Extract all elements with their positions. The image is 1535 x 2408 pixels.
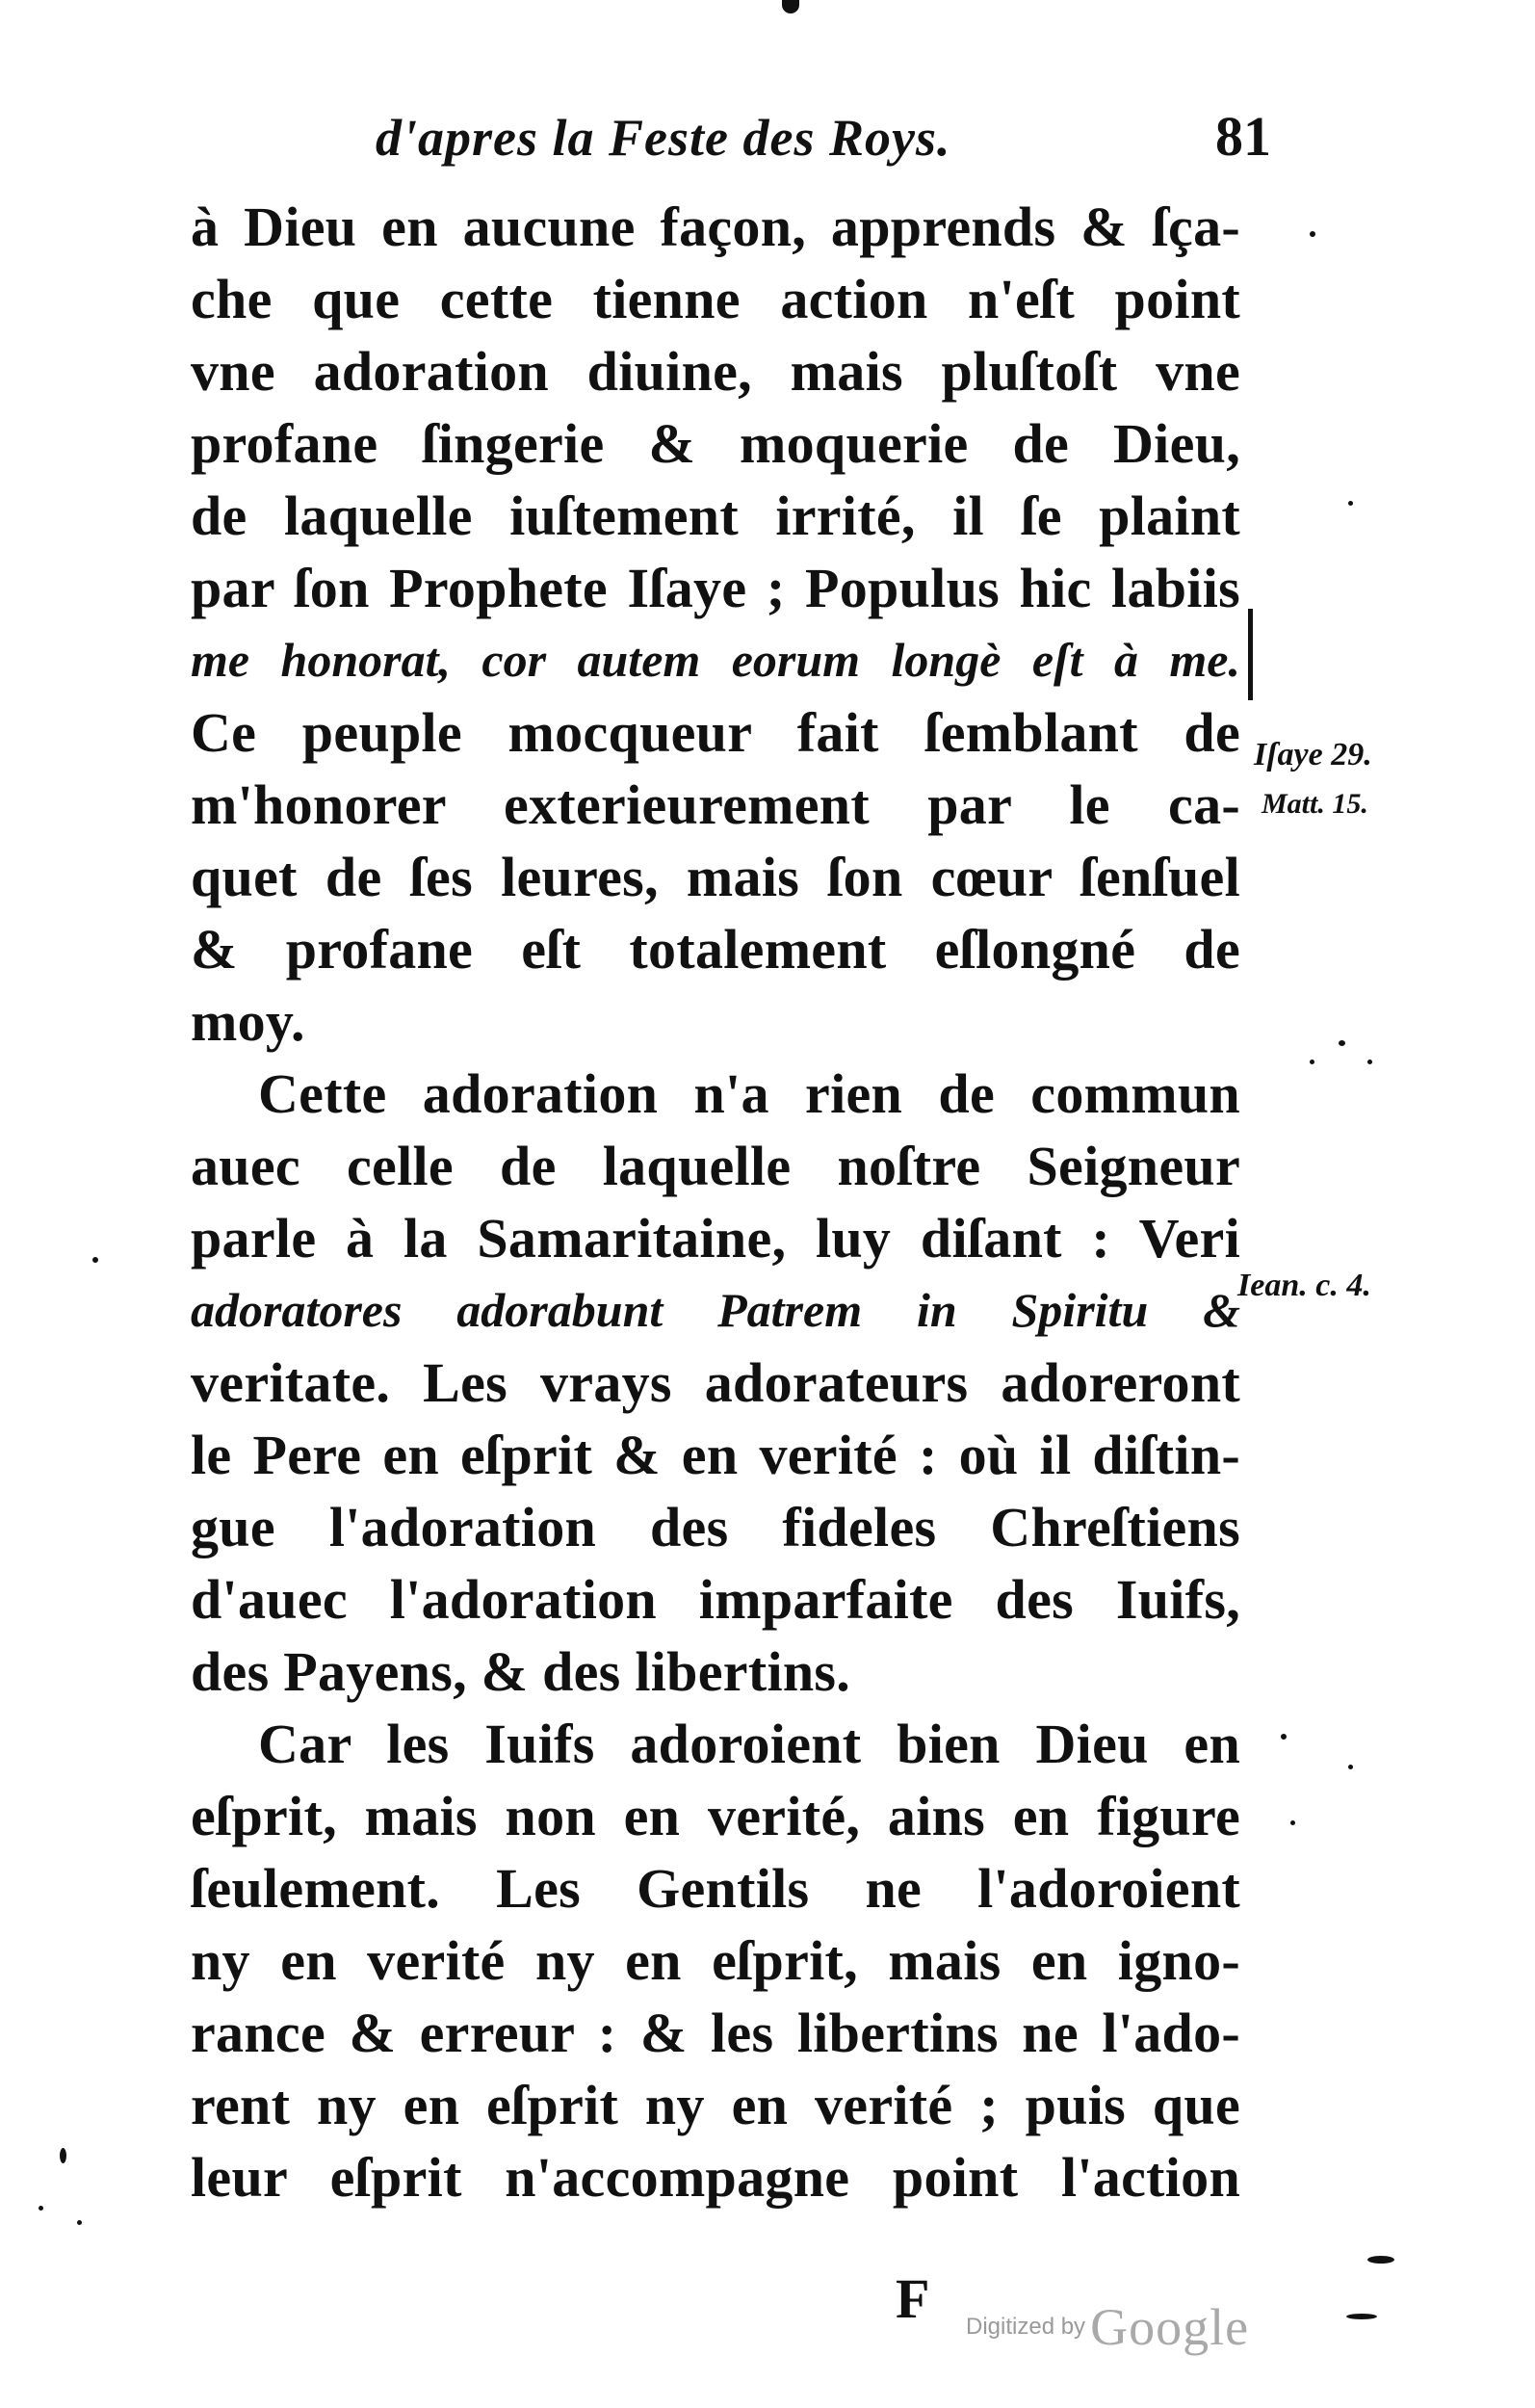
latin-quote-line: adoratores adorabunt Patrem in Spiritu & (191, 1283, 1240, 1337)
text-line: parle à la Samaritaine, luy diſant : Veri (191, 1207, 1240, 1269)
text-line: gue l'adoration des fideles Chreſtiens (191, 1496, 1240, 1558)
text-line: Cette adoration n'a rien de commun (258, 1062, 1240, 1125)
text-line: profane ſingerie & moquerie de Dieu, (191, 412, 1240, 475)
text-line: m'honorer exterieurement par le ca- (191, 773, 1240, 836)
margin-note-matt: Matt. 15. (1262, 788, 1368, 820)
text-line: veritate. Les vrays adorateurs adoreront (191, 1351, 1240, 1414)
text-line: & profane eſt totalement eſlongné de (191, 918, 1240, 981)
text-line: Car les Iuifs adoroient bien Dieu en (258, 1713, 1240, 1775)
text-line: par ſon Prophete Iſaye ; Populus hic labiis (191, 557, 1240, 619)
text-line: rent ny en eſprit ny en verité ; puis que (191, 2074, 1240, 2136)
ink-speck (1367, 2256, 1394, 2264)
text-line: che que cette tienne action n'eſt point (191, 268, 1240, 330)
ink-speck (60, 2148, 66, 2163)
ink-speck (77, 2220, 82, 2225)
text-line: ny en verité ny en eſprit, mais en igno- (191, 1929, 1240, 1992)
quote-bracket (1248, 609, 1253, 700)
page-number: 81 (1215, 105, 1271, 168)
margin-note-jean: Iean. c. 4. (1237, 1268, 1371, 1303)
digitized-by-label: Digitized by (966, 2314, 1086, 2340)
ink-speck (39, 2206, 43, 2211)
text-line: quet de ſes leures, mais ſon cœur ſenſuel (191, 846, 1240, 908)
ink-speck (1348, 501, 1353, 506)
ink-speck (1346, 2314, 1377, 2319)
ink-speck (1290, 1820, 1295, 1825)
text-line: de laquelle iuſtement irrité, il ſe plaint (191, 484, 1240, 547)
text-line: d'auec l'adoration imparfaite des Iuifs, (191, 1568, 1240, 1631)
signature-mark: F (896, 2267, 930, 2330)
latin-quote-line: me honorat, cor autem eorum longè eſt à me. (191, 633, 1240, 687)
text-line: vne adoration diuine, mais pluſtoſt vne (191, 340, 1240, 403)
running-head (376, 105, 1271, 175)
text-line: leur eſprit n'accompagne point l'action (191, 2146, 1240, 2209)
ink-speck (1367, 1060, 1372, 1064)
text-line: eſprit, mais non en verité, ains en figure (191, 1785, 1240, 1847)
margin-note-isaye: Iſaye 29. (1254, 737, 1372, 772)
text-line: des Payens, & des libertins. (191, 1640, 851, 1703)
digitized-watermark (966, 2297, 1249, 2355)
ink-speck (1348, 1765, 1353, 1769)
text-line: Ce peuple mocqueur fait ſemblant de (191, 701, 1240, 764)
text-line: rance & erreur : & les libertins ne l'ado- (191, 2002, 1240, 2064)
google-logo: Google (1090, 2298, 1250, 2356)
text-line: à Dieu en aucune façon, apprends & ſça- (191, 196, 1240, 258)
text-line: moy. (191, 990, 305, 1053)
ink-speck (92, 1257, 98, 1263)
running-title: d'apres la Feste des Roys. (376, 109, 951, 167)
text-line: ſeulement. Les Gentils ne l'adoroient (191, 1857, 1240, 1920)
text-line: le Pere en eſprit & en verité : où il diſtin- (191, 1424, 1240, 1486)
ink-speck (1339, 1040, 1345, 1046)
ink-speck (1310, 1060, 1314, 1064)
text-line: auec celle de laquelle noſtre Seigneur (191, 1135, 1240, 1197)
body-text (191, 191, 1240, 2213)
ink-speck (1281, 1734, 1287, 1740)
ink-speck (1310, 231, 1315, 237)
ink-mark (782, 0, 799, 13)
